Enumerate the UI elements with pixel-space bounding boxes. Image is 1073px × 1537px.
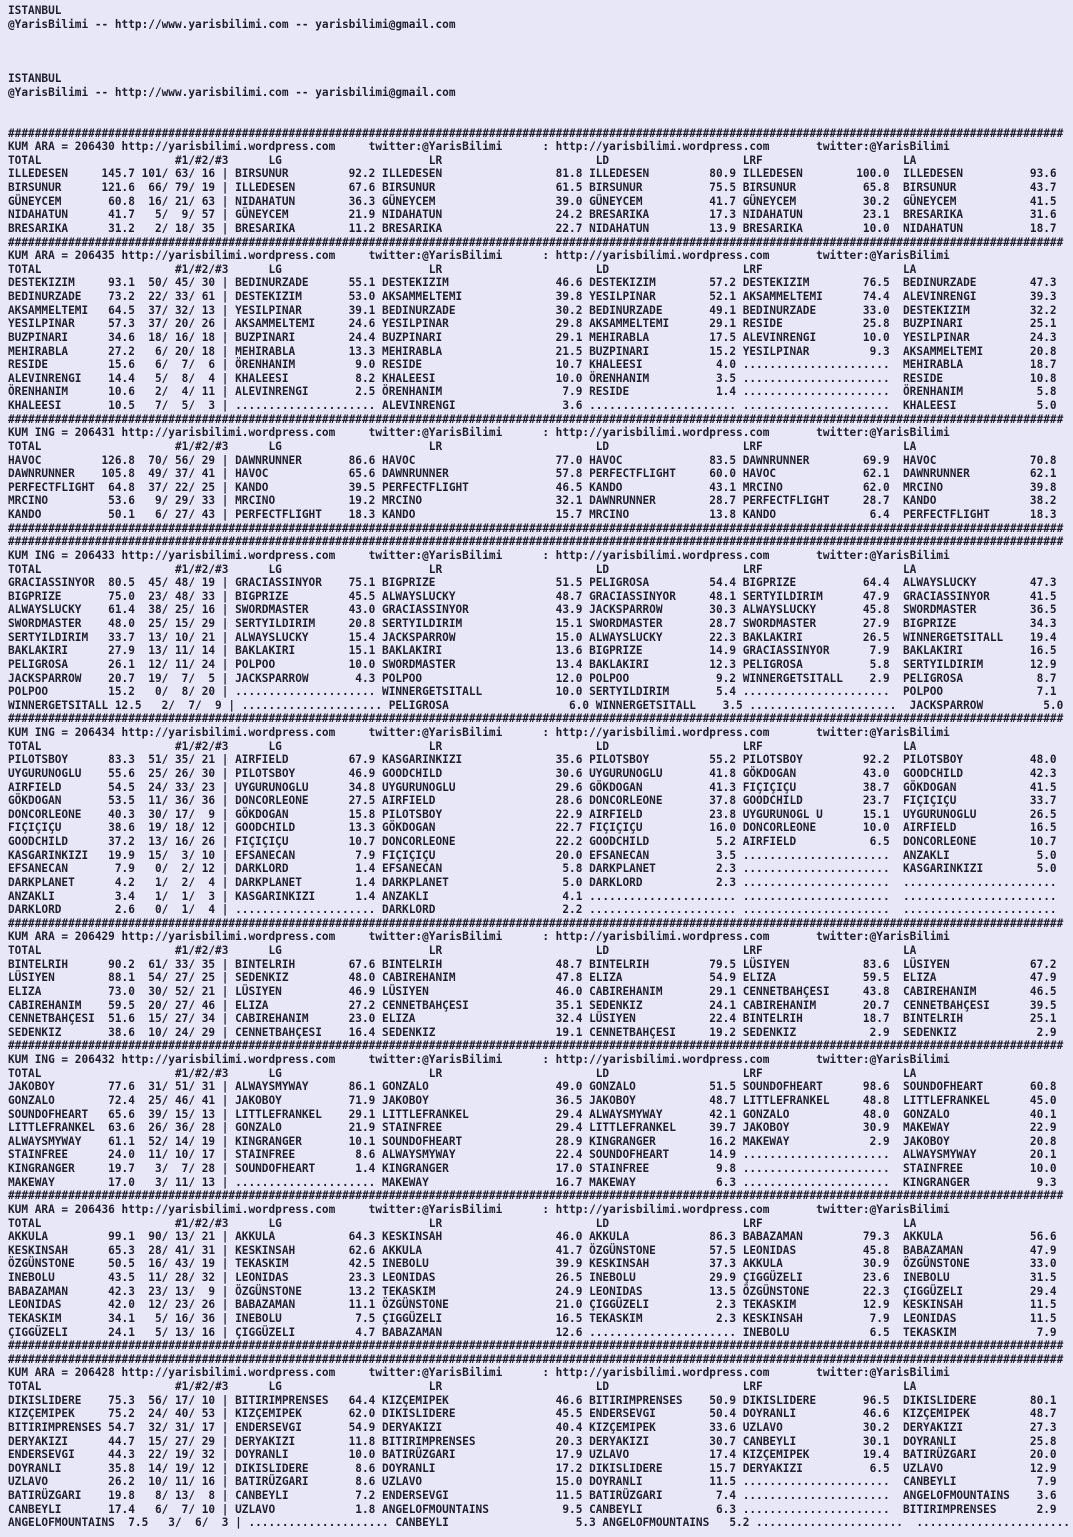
section-separator: ############################################################################################################################################################## <box>8 126 1064 140</box>
stats-row: ANGELOFMOUNTAINS 7.5 3/ 6/ 3 | ..................... CANBEYLI 5.3 ANGELOFMOUNTAINS 5.2 ...................... ....................... <box>8 1516 1070 1530</box>
stats-row: ÖZGÜNSTONE 50.5 16/ 43/ 19 | TEKASKIM 42.5 INEBOLU 39.9 KESKINSAH 37.3 AKKULA 30.9 ÖZGÜNSTONE 33.0 <box>8 1257 1057 1271</box>
stats-row: DAWNRUNNER 105.8 49/ 37/ 41 | HAVOC 65.6 DAWNRUNNER 57.8 PERFECTFLIGHT 60.0 HAVOC 62.1 DAWNRUNNER 62.1 <box>8 467 1057 481</box>
stats-row: HAVOC 126.8 70/ 56/ 29 | DAWNRUNNER 86.6 HAVOC 77.0 HAVOC 83.5 DAWNRUNNER 69.9 HAVOC 70.8 <box>8 453 1057 467</box>
stats-row: PELIGROSA 26.1 12/ 11/ 24 | POLPOO 10.0 SWORDMASTER 13.4 BAKLAKIRI 12.3 PELIGROSA 5.8 SERTYILDIRIM 12.9 <box>8 657 1057 671</box>
stats-row: DESTEKIZIM 93.1 50/ 45/ 30 | BEDINURZADE 55.1 DESTEKIZIM 46.6 DESTEKIZIM 57.2 DESTEKIZIM 76.5 BEDINURZADE 47.3 <box>8 276 1057 290</box>
stats-row: ALWAYSLUCKY 61.4 38/ 25/ 16 | SWORDMASTER 43.0 GRACIASSINYOR 43.9 JACKSPARROW 30.3 ALWAYSLUCKY 45.8 SWORDMASTER 36.5 <box>8 603 1057 617</box>
stats-row: MEHIRABLA 27.2 6/ 20/ 18 | MEHIRABLA 13.3 MEHIRABLA 21.5 BUZPINARI 15.2 YESILPINAR 9.3 AKSAMMELTEMI 20.8 <box>8 344 1057 358</box>
stats-row: GONZALO 72.4 25/ 46/ 41 | JAKOBOY 71.9 JAKOBOY 36.5 JAKOBOY 48.7 LITTLEFRANKEL 48.8 LITTLEFRANKEL 45.0 <box>8 1093 1057 1107</box>
section-separator: ############################################################################################################################################################## <box>8 1189 1064 1203</box>
race-sections <box>8 127 1073 1530</box>
stats-row: PILOTSBOY 83.3 51/ 35/ 21 | AIRFIELD 67.9 KASGARINKIZI 35.6 PILOTSBOY 55.2 PILOTSBOY 92.2 PILOTSBOY 48.0 <box>8 753 1057 767</box>
stats-row: GOODCHILD 37.2 13/ 16/ 26 | FIÇIÇIÇU 10.7 DONCORLEONE 22.2 GOODCHILD 5.2 AIRFIELD 6.5 DONCORLEONE 10.7 <box>8 835 1057 849</box>
stats-row: KHALEESI 10.5 7/ 5/ 3 | ..................... ALEVINRENGI 3.6 ...................... ...................... KHALEESI 5.0 <box>8 399 1057 413</box>
stats-row: BIRSUNUR 121.6 66/ 79/ 19 | ILLEDESEN 67.6 BIRSUNUR 61.5 BIRSUNUR 75.5 BIRSUNUR 65.8 BIRSUNUR 43.7 <box>8 181 1057 195</box>
section-separator: ############################################################################################################################################################## <box>8 712 1064 726</box>
stats-row: TEKASKIM 34.1 5/ 16/ 36 | INEBOLU 7.5 ÇIGGÜZELI 16.5 TEKASKIM 2.3 KESKINSAH 7.9 LEONIDAS 11.5 <box>8 1311 1057 1325</box>
race-title-line: KUM ING = 206432 http://yarisbilimi.wordpress.com twitter:@YarisBilimi : http://yarisbilimi.wordpress.com twitter:@YarisBilimi <box>8 1053 950 1067</box>
stats-row: UZLAVO 26.2 10/ 11/ 16 | BATIRÜZGARI 8.6 UZLAVO 15.0 DOYRANLI 11.5 ...................... CANBEYLI 7.9 <box>8 1475 1057 1489</box>
stats-row: BINTELRIH 90.2 61/ 33/ 35 | BINTELRIH 67.6 BINTELRIH 48.7 BINTELRIH 79.5 LÜSIYEN 83.6 LÜSIYEN 67.2 <box>8 957 1057 971</box>
stats-row: PERFECTFLIGHT 64.8 37/ 22/ 25 | KANDO 39.5 PERFECTFLIGHT 46.5 KANDO 43.1 MRCINO 62.0 MRCINO 39.8 <box>8 480 1057 494</box>
column-header-line: TOTAL #1/#2/#3 LG LR LD LRF LA <box>8 562 917 576</box>
stats-row: WINNERGETSITALL 12.5 2/ 7/ 9 | ..................... PELIGROSA 6.0 WINNERGETSITALL 3.5 ...................... JACKSPARROW 5.0 <box>8 698 1064 712</box>
race-title-line: KUM ARA = 206435 http://yarisbilimi.wordpress.com twitter:@YarisBilimi : http://yarisbilimi.wordpress.com twitter:@YarisBilimi <box>8 249 950 263</box>
stats-row: LÜSIYEN 88.1 54/ 27/ 25 | SEDENKIZ 48.0 CABIREHANIM 47.8 ELIZA 54.9 ELIZA 59.5 ELIZA 47.9 <box>8 971 1057 985</box>
race-title-line: KUM ARA = 206428 http://yarisbilimi.wordpress.com twitter:@YarisBilimi : http://yarisbilimi.wordpress.com twitter:@YarisBilimi <box>8 1366 950 1380</box>
stats-row: NIDAHATUN 41.7 5/ 9/ 57 | GÜNEYCEM 21.9 NIDAHATUN 24.2 BRESARIKA 17.3 NIDAHATUN 23.1 BRESARIKA 31.6 <box>8 208 1057 222</box>
stats-row: KIZÇEMIPEK 75.2 24/ 40/ 53 | KIZÇEMIPEK 62.0 DIKISLIDERE 45.5 ENDERSEVGI 50.4 DOYRANLI 46.6 KIZÇEMIPEK 48.7 <box>8 1407 1057 1421</box>
stats-row: BRESARIKA 31.2 2/ 18/ 35 | BRESARIKA 11.2 BRESARIKA 22.7 NIDAHATUN 13.9 BRESARIKA 10.0 NIDAHATUN 18.7 <box>8 221 1057 235</box>
stats-row: JACKSPARROW 20.7 19/ 7/ 5 | JACKSPARROW 4.3 POLPOO 12.0 POLPOO 9.2 WINNERGETSITALL 2.9 PELIGROSA 8.7 <box>8 671 1057 685</box>
section-separator: ############################################################################################################################################################## <box>8 916 1064 930</box>
stats-row: ÖRENHANIM 10.6 2/ 4/ 11 | ALEVINRENGI 2.5 ÖRENHANIM 7.9 RESIDE 1.4 ...................... ÖRENHANIM 5.8 <box>8 385 1057 399</box>
stats-row: ALEVINRENGI 14.4 5/ 8/ 4 | KHALEESI 8.2 KHALEESI 10.0 ÖRENHANIM 3.5 ...................... RESIDE 10.8 <box>8 371 1057 385</box>
race-title-line: KUM ARA = 206436 http://yarisbilimi.wordpress.com twitter:@YarisBilimi : http://yarisbilimi.wordpress.com twitter:@YarisBilimi <box>8 1202 950 1216</box>
stats-row: ALWAYSMYWAY 61.1 52/ 14/ 19 | KINGRANGER 10.1 SOUNDOFHEART 28.9 KINGRANGER 16.2 MAKEWAY 2.9 JAKOBOY 20.8 <box>8 1134 1057 1148</box>
stats-row: SOUNDOFHEART 65.6 39/ 15/ 13 | LITTLEFRANKEL 29.1 LITTLEFRANKEL 29.4 ALWAYSMYWAY 42.1 GONZALO 48.0 GONZALO 40.1 <box>8 1107 1057 1121</box>
stats-row: AIRFIELD 54.5 24/ 33/ 23 | UYGURUNOGLU 34.8 UYGURUNOGLU 29.6 GÖKDOGAN 41.3 FIÇIÇIÇU 38.7 GÖKDOGAN 41.5 <box>8 780 1057 794</box>
stats-row: AKKULA 99.1 90/ 13/ 21 | AKKULA 64.3 KESKINSAH 46.0 AKKULA 86.3 BABAZAMAN 79.3 AKKULA 56.6 <box>8 1230 1057 1244</box>
stats-row: LITTLEFRANKEL 63.6 26/ 36/ 28 | GONZALO 21.9 STAINFREE 29.4 LITTLEFRANKEL 39.7 JAKOBOY 30.9 MAKEWAY 22.9 <box>8 1121 1057 1135</box>
section-separator: ############################################################################################################################################################## <box>8 1339 1064 1353</box>
section-separator: ############################################################################################################################################################## <box>8 235 1064 249</box>
stats-row: DOYRANLI 35.8 14/ 19/ 12 | DIKISLIDERE 8.6 DOYRANLI 17.2 DIKISLIDERE 15.7 DERYAKIZI 6.5 UZLAVO 12.9 <box>8 1461 1057 1475</box>
section-separator: ############################################################################################################################################################## <box>8 521 1064 535</box>
stats-row: KINGRANGER 19.7 3/ 7/ 28 | SOUNDOFHEART 1.4 KINGRANGER 17.0 STAINFREE 9.8 ...................... STAINFREE 10.0 <box>8 1162 1057 1176</box>
stats-row: BEDINURZADE 73.2 22/ 33/ 61 | DESTEKIZIM 53.0 AKSAMMELTEMI 39.8 YESILPINAR 52.1 AKSAMMELTEMI 74.4 ALEVINRENGI 39.3 <box>8 290 1057 304</box>
column-header-line: TOTAL #1/#2/#3 LG LR LD LRF LA <box>8 439 917 453</box>
stats-row: GÖKDOGAN 53.5 11/ 36/ 36 | DONCORLEONE 27.5 AIRFIELD 28.6 DONCORLEONE 37.8 GOODCHILD 23.7 FIÇIÇIÇU 33.7 <box>8 794 1057 808</box>
stats-row: BITIRIMPRENSES 54.7 32/ 31/ 17 | ENDERSEVGI 54.9 DERYAKIZI 40.4 KIZÇEMIPEK 33.6 UZLAVO 30.2 DERYAKIZI 27.3 <box>8 1420 1057 1434</box>
race-title-line: KUM ING = 206431 http://yarisbilimi.wordpress.com twitter:@YarisBilimi : http://yarisbilimi.wordpress.com twitter:@YarisBilimi <box>8 426 950 440</box>
report-location: ISTANBUL <box>8 72 62 86</box>
stats-row: DERYAKIZI 44.7 15/ 27/ 29 | DERYAKIZI 11.8 BITIRIMPRENSES 20.3 DERYAKIZI 30.7 CANBEYLI 30.1 DOYRANLI 25.8 <box>8 1434 1057 1448</box>
blank-gap <box>8 99 1073 126</box>
stats-row: LEONIDAS 42.0 12/ 23/ 26 | BABAZAMAN 11.1 ÖZGÜNSTONE 21.0 ÇIGGÜZELI 2.3 TEKASKIM 12.9 KESKINSAH 11.5 <box>8 1298 1057 1312</box>
stats-row: UYGURUNOGLU 55.6 25/ 26/ 30 | PILOTSBOY 46.9 GOODCHILD 30.6 UYGURUNOGLU 41.8 GÖKDOGAN 43.0 GOODCHILD 42.3 <box>8 766 1057 780</box>
stats-row: YESILPINAR 57.3 37/ 20/ 26 | AKSAMMELTEMI 24.6 YESILPINAR 29.8 AKSAMMELTEMI 29.1 RESIDE 25.8 BUZPINARI 25.1 <box>8 317 1057 331</box>
stats-row: EFSANECAN 7.9 0/ 2/ 12 | DARKLORD 1.4 EFSANECAN 5.8 DARKPLANET 2.3 ...................... KASGARINKIZI 5.0 <box>8 862 1057 876</box>
stats-row: DIKISLIDERE 75.3 56/ 17/ 10 | BITIRIMPRENSES 64.4 KIZÇEMIPEK 46.6 BITIRIMPRENSES 50.9 DIKISLIDERE 96.5 DIKISLIDERE 80.1 <box>8 1393 1057 1407</box>
report-location: ISTANBUL <box>8 4 62 17</box>
stats-row: SWORDMASTER 48.0 25/ 15/ 29 | SERTYILDIRIM 20.8 SERTYILDIRIM 15.1 SWORDMASTER 28.7 SWORDMASTER 27.9 BIGPRIZE 34.3 <box>8 617 1057 631</box>
stats-row: DARKLORD 2.6 0/ 1/ 4 | ..................... DARKLORD 2.2 ...................... ...................... ....................... <box>8 903 1057 917</box>
section-separator: ############################################################################################################################################################## <box>8 412 1064 426</box>
stats-row: RESIDE 15.6 6/ 7/ 6 | ÖRENHANIM 9.0 RESIDE 10.7 KHALEESI 4.0 ...................... MEHIRABLA 18.7 <box>8 358 1057 372</box>
stats-row: BATIRÜZGARI 19.8 8/ 13/ 8 | CANBEYLI 7.2 ENDERSEVGI 11.5 BATIRÜZGARI 7.4 ...................... ANGELOFMOUNTAINS 3.6 <box>8 1489 1057 1503</box>
stats-row: DONCORLEONE 40.3 30/ 17/ 9 | GÖKDOGAN 15.8 PILOTSBOY 22.9 AIRFIELD 23.8 UYGURUNOGL U 15.1 UYGURUNOGLU 26.5 <box>8 807 1057 821</box>
stats-row: MRCINO 53.6 9/ 29/ 33 | MRCINO 19.2 MRCINO 32.1 DAWNRUNNER 28.7 PERFECTFLIGHT 28.7 KANDO 38.2 <box>8 494 1057 508</box>
stats-row: AKSAMMELTEMI 64.5 37/ 32/ 13 | YESILPINAR 39.1 BEDINURZADE 30.2 BEDINURZADE 49.1 BEDINURZADE 33.0 DESTEKIZIM 32.2 <box>8 303 1057 317</box>
stats-row: KASGARINKIZI 19.9 15/ 3/ 10 | EFSANECAN 7.9 FIÇIÇIÇU 20.0 EFSANECAN 3.5 ...................... ANZAKLI 5.0 <box>8 848 1057 862</box>
stats-row: DARKPLANET 4.2 1/ 2/ 4 | DARKPLANET 1.4 DARKPLANET 5.0 DARKLORD 2.3 ...................... ....................... <box>8 875 1057 889</box>
stats-row: BIGPRIZE 75.0 23/ 48/ 33 | BIGPRIZE 45.5 ALWAYSLUCKY 48.7 GRACIASSINYOR 48.1 SERTYILDIRIM 47.9 GRACIASSINYOR 41.5 <box>8 589 1057 603</box>
race-title-line: KUM ARA = 206429 http://yarisbilimi.wordpress.com twitter:@YarisBilimi : http://yarisbilimi.wordpress.com twitter:@YarisBilimi <box>8 930 950 944</box>
race-title-line: KUM ING = 206433 http://yarisbilimi.wordpress.com twitter:@YarisBilimi : http://yarisbilimi.wordpress.com twitter:@YarisBilimi <box>8 548 950 562</box>
stats-row: CANBEYLI 17.4 6/ 7/ 10 | UZLAVO 1.8 ANGELOFMOUNTAINS 9.5 CANBEYLI 6.3 ...................... BITIRIMPRENSES 2.9 <box>8 1502 1057 1516</box>
stats-row: KANDO 50.1 6/ 27/ 43 | PERFECTFLIGHT 18.3 KANDO 15.7 MRCINO 13.8 KANDO 6.4 PERFECTFLIGHT 18.3 <box>8 508 1057 522</box>
column-header-line: TOTAL #1/#2/#3 LG LR LD LRF LA <box>8 944 917 958</box>
stats-row: ILLEDESEN 145.7 101/ 63/ 16 | BIRSUNUR 92.2 ILLEDESEN 81.8 ILLEDESEN 80.9 ILLEDESEN 100.0 ILLEDESEN 93.6 <box>8 167 1057 181</box>
stats-row: GRACIASSINYOR 80.5 45/ 48/ 19 | GRACIASSINYOR 75.1 BIGPRIZE 51.5 PELIGROSA 54.4 BIGPRIZE 64.4 ALWAYSLUCKY 47.3 <box>8 576 1057 590</box>
column-header-line: TOTAL #1/#2/#3 LG LR LD LRF LA <box>8 262 917 276</box>
report-byline: @YarisBilimi -- http://www.yarisbilimi.com -- yarisbilimi@gmail.com <box>8 17 456 31</box>
report-byline: @YarisBilimi -- http://www.yarisbilimi.com -- yarisbilimi@gmail.com <box>8 85 456 99</box>
column-header-line: TOTAL #1/#2/#3 LG LR LD LRF LA <box>8 1066 917 1080</box>
stats-row: FIÇIÇIÇU 38.6 19/ 18/ 12 | GOODCHILD 13.3 GÖKDOGAN 22.7 FIÇIÇIÇU 16.0 DONCORLEONE 10.0 AIRFIELD 16.5 <box>8 821 1057 835</box>
stats-row: ELIZA 73.0 30/ 52/ 21 | LÜSIYEN 46.9 LÜSIYEN 46.0 CABIREHANIM 29.1 CENNETBAHÇESI 43.8 CABIREHANIM 46.5 <box>8 984 1057 998</box>
stats-row: SEDENKIZ 38.6 10/ 24/ 29 | CENNETBAHÇESI 16.4 SEDENKIZ 19.1 CENNETBAHÇESI 19.2 SEDENKIZ 2.9 SEDENKIZ 2.9 <box>8 1025 1057 1039</box>
stats-row: INEBOLU 43.5 11/ 28/ 32 | LEONIDAS 23.3 LEONIDAS 26.5 INEBOLU 29.9 ÇIGGÜZELI 23.6 INEBOLU 31.5 <box>8 1271 1057 1285</box>
stats-row: CABIREHANIM 59.5 20/ 27/ 46 | ELIZA 27.2 CENNETBAHÇESI 35.1 SEDENKIZ 24.1 CABIREHANIM 20.7 CENNETBAHÇESI 39.5 <box>8 998 1057 1012</box>
stats-row: MAKEWAY 17.0 3/ 11/ 13 | ..................... MAKEWAY 16.7 MAKEWAY 6.3 ...................... KINGRANGER 9.3 <box>8 1175 1057 1189</box>
section-separator: ############################################################################################################################################################## <box>8 535 1064 549</box>
stats-row: SERTYILDIRIM 33.7 13/ 10/ 21 | ALWAYSLUCKY 15.4 JACKSPARROW 15.0 ALWAYSLUCKY 22.3 BAKLAKIRI 26.5 WINNERGETSITALL 19.4 <box>8 630 1057 644</box>
column-header-line: TOTAL #1/#2/#3 LG LR LD LRF LA <box>8 739 917 753</box>
stats-row: BABAZAMAN 42.3 23/ 13/ 9 | ÖZGÜNSTONE 13.2 TEKASKIM 24.9 LEONIDAS 13.5 ÖZGÜNSTONE 22.3 ÇIGGÜZELI 29.4 <box>8 1284 1057 1298</box>
column-header-line: TOTAL #1/#2/#3 LG LR LD LRF LA <box>8 1216 917 1230</box>
stats-row: JAKOBOY 77.6 31/ 51/ 31 | ALWAYSMYWAY 86.1 GONZALO 49.0 GONZALO 51.5 SOUNDOFHEART 98.6 SOUNDOFHEART 60.8 <box>8 1080 1057 1094</box>
section-separator: ############################################################################################################################################################## <box>8 1039 1064 1053</box>
blank-gap <box>8 31 1073 72</box>
stats-row: ÇIGGÜZELI 24.1 5/ 13/ 16 | ÇIGGÜZELI 4.7 BABAZAMAN 12.6 ...................... INEBOLU 6.5 TEKASKIM 7.9 <box>8 1325 1057 1339</box>
stats-row: POLPOO 15.2 0/ 8/ 20 | ..................... WINNERGETSITALL 10.0 SERTYILDIRIM 5.4 ...................... POLPOO 7.1 <box>8 685 1057 699</box>
stats-row: CENNETBAHÇESI 51.6 15/ 27/ 34 | CABIREHANIM 23.0 ELIZA 32.4 LÜSIYEN 22.4 BINTELRIH 18.7 BINTELRIH 25.1 <box>8 1012 1057 1026</box>
stats-row: ANZAKLI 3.4 1/ 1/ 3 | KASGARINKIZI 1.4 ANZAKLI 4.1 ...................... ...................... ....................... <box>8 889 1057 903</box>
section-separator: ############################################################################################################################################################## <box>8 1352 1064 1366</box>
stats-row: KESKINSAH 65.3 28/ 41/ 31 | KESKINSAH 62.6 AKKULA 41.7 ÖZGÜNSTONE 57.5 LEONIDAS 45.8 BABAZAMAN 47.9 <box>8 1243 1057 1257</box>
race-title-line: KUM ARA = 206430 http://yarisbilimi.wordpress.com twitter:@YarisBilimi : http://yarisbilimi.wordpress.com twitter:@YarisBilimi <box>8 140 950 154</box>
race-title-line: KUM ING = 206434 http://yarisbilimi.wordpress.com twitter:@YarisBilimi : http://yarisbilimi.wordpress.com twitter:@YarisBilimi <box>8 726 950 740</box>
stats-row: GÜNEYCEM 60.8 16/ 21/ 63 | NIDAHATUN 36.3 GÜNEYCEM 39.0 GÜNEYCEM 41.7 GÜNEYCEM 30.2 GÜNEYCEM 41.5 <box>8 194 1057 208</box>
stats-row: BUZPINARI 34.6 18/ 16/ 18 | BUZPINARI 24.4 BUZPINARI 29.1 MEHIRABLA 17.5 ALEVINRENGI 10.0 YESILPINAR 24.3 <box>8 330 1057 344</box>
stats-row: BAKLAKIRI 27.9 13/ 11/ 14 | BAKLAKIRI 15.1 BAKLAKIRI 13.6 BIGPRIZE 14.9 GRACIASSINYOR 7.9 BAKLAKIRI 16.5 <box>8 644 1057 658</box>
stats-row: STAINFREE 24.0 11/ 10/ 17 | STAINFREE 8.6 ALWAYSMYWAY 22.4 SOUNDOFHEART 14.9 ...................... ALWAYSMYWAY 20.1 <box>8 1148 1057 1162</box>
stats-row: ENDERSEVGI 44.3 22/ 19/ 32 | DOYRANLI 10.0 BATIRÜZGARI 17.9 UZLAVO 17.4 KIZÇEMIPEK 19.4 BATIRÜZGARI 20.0 <box>8 1448 1057 1462</box>
column-header-line: TOTAL #1/#2/#3 LG LR LD LRF LA <box>8 1380 917 1394</box>
column-header-line: TOTAL #1/#2/#3 LG LR LD LRF LA <box>8 153 917 167</box>
